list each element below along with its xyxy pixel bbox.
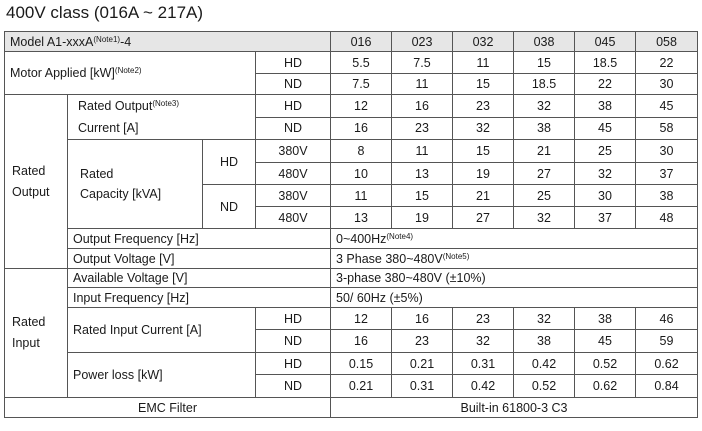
value-cell: 0.21: [392, 353, 453, 375]
value-cell: 13: [392, 163, 453, 185]
output-voltage-value: 3 Phase $380\sim 480V^{(Note5)}$: [331, 249, 698, 269]
value-cell: 10: [331, 163, 392, 185]
table-row: [5, 249, 698, 269]
mode-cell: HD: [256, 52, 331, 74]
value-cell: 15: [453, 140, 514, 163]
mode-cell: ND: [256, 117, 331, 140]
value-cell: 32: [453, 330, 514, 353]
value-cell: 16: [392, 308, 453, 330]
power-loss-label: Power loss [kW]: [68, 353, 256, 398]
model-023: 023: [392, 32, 453, 52]
rated-capacity-label: Rated Capacity [kVA]: [68, 140, 203, 229]
value-cell: 32: [514, 207, 575, 229]
value-cell: 30: [636, 140, 698, 163]
table-row: [5, 140, 698, 163]
rated-input-current-label: Rated Input Current [A]: [68, 308, 256, 353]
available-voltage-value: 3-phase 380~480V (±10%): [331, 269, 698, 288]
value-cell: 19: [392, 207, 453, 229]
motor-applied-label: Motor Applied [kW]$^{(Note2)}$: [5, 52, 256, 95]
table-row: [5, 398, 698, 418]
page-title: 400V class (016A ~ 217A): [6, 3, 204, 22]
value-cell: 48: [636, 207, 698, 229]
value-cell: 13: [331, 207, 392, 229]
value-cell: 37: [575, 207, 636, 229]
value-cell: 23: [392, 117, 453, 140]
table-row: [5, 308, 698, 330]
mode-cell: ND: [203, 185, 256, 229]
voltage-cell: 480V: [256, 163, 331, 185]
value-cell: 27: [453, 207, 514, 229]
value-cell: 30: [636, 74, 698, 95]
value-cell: 12: [331, 308, 392, 330]
value-cell: 21: [453, 185, 514, 207]
value-cell: 15: [514, 52, 575, 74]
value-cell: 0.84: [636, 375, 698, 398]
table-row: [5, 52, 698, 74]
output-frequency-label: Output Frequency [Hz]: [68, 229, 331, 249]
model-header: Model A1-xxxA$^{(Note1)}$-4: [5, 32, 331, 52]
value-cell: 19: [453, 163, 514, 185]
mode-cell: ND: [256, 330, 331, 353]
rated-output-group-label: Rated Output: [5, 95, 68, 269]
value-cell: 58: [636, 117, 698, 140]
model-016: 016: [331, 32, 392, 52]
value-cell: 23: [392, 330, 453, 353]
value-cell: 37: [636, 163, 698, 185]
value-cell: 7.5: [392, 52, 453, 74]
value-cell: 11: [331, 185, 392, 207]
input-frequency-label: Input Frequency [Hz]: [68, 288, 331, 308]
value-cell: 11: [392, 140, 453, 163]
value-cell: 0.21: [331, 375, 392, 398]
value-cell: 22: [636, 52, 698, 74]
output-voltage-label: Output Voltage [V]: [68, 249, 331, 269]
mode-cell: HD: [203, 140, 256, 185]
value-cell: 16: [392, 95, 453, 118]
emc-filter-value: Built-in 61800-3 C3: [331, 398, 698, 418]
mode-cell: HD: [256, 308, 331, 330]
available-voltage-label: Available Voltage [V]: [68, 269, 331, 288]
mode-cell: ND: [256, 375, 331, 398]
value-cell: 21: [514, 140, 575, 163]
value-cell: 45: [575, 330, 636, 353]
value-cell: 46: [636, 308, 698, 330]
value-cell: 0.42: [453, 375, 514, 398]
input-frequency-value: 50/ 60Hz (±5%): [331, 288, 698, 308]
model-045: 045: [575, 32, 636, 52]
value-cell: 32: [453, 117, 514, 140]
value-cell: 38: [575, 308, 636, 330]
mode-cell: HD: [256, 95, 331, 118]
value-cell: 38: [575, 95, 636, 118]
model-032: 032: [453, 32, 514, 52]
mode-cell: HD: [256, 353, 331, 375]
value-cell: 0.62: [636, 353, 698, 375]
value-cell: 25: [575, 140, 636, 163]
value-cell: 0.15: [331, 353, 392, 375]
value-cell: 8: [331, 140, 392, 163]
output-frequency-value: $0\sim 400Hz^{(Note4)}$: [331, 229, 698, 249]
mode-cell: ND: [256, 74, 331, 95]
value-cell: 11: [453, 52, 514, 74]
value-cell: 23: [453, 308, 514, 330]
value-cell: 0.42: [514, 353, 575, 375]
value-cell: 32: [514, 95, 575, 118]
value-cell: 0.52: [514, 375, 575, 398]
value-cell: 0.31: [392, 375, 453, 398]
value-cell: 22: [575, 74, 636, 95]
table-row: [5, 288, 698, 308]
table-row: [5, 269, 698, 288]
value-cell: 30: [575, 185, 636, 207]
value-cell: 0.52: [575, 353, 636, 375]
value-cell: 27: [514, 163, 575, 185]
model-058: 058: [636, 32, 698, 52]
voltage-cell: 480V: [256, 207, 331, 229]
value-cell: 18.5: [575, 52, 636, 74]
value-cell: 12: [331, 95, 392, 118]
value-cell: 0.31: [453, 353, 514, 375]
value-cell: 7.5: [331, 74, 392, 95]
value-cell: 15: [453, 74, 514, 95]
table-row: [5, 353, 698, 375]
value-cell: 18.5: [514, 74, 575, 95]
spec-table: [4, 31, 698, 418]
value-cell: 0.62: [575, 375, 636, 398]
value-cell: 32: [575, 163, 636, 185]
value-cell: 23: [453, 95, 514, 118]
voltage-cell: 380V: [256, 185, 331, 207]
voltage-cell: 380V: [256, 140, 331, 163]
header-row: [5, 32, 698, 52]
value-cell: 38: [514, 330, 575, 353]
value-cell: 32: [514, 308, 575, 330]
value-cell: 11: [392, 74, 453, 95]
rated-input-group-label: Rated Input: [5, 269, 68, 398]
value-cell: 15: [392, 185, 453, 207]
model-038: 038: [514, 32, 575, 52]
value-cell: 38: [514, 117, 575, 140]
value-cell: 16: [331, 117, 392, 140]
value-cell: 59: [636, 330, 698, 353]
value-cell: 5.5: [331, 52, 392, 74]
value-cell: 16: [331, 330, 392, 353]
value-cell: 25: [514, 185, 575, 207]
value-cell: 45: [636, 95, 698, 118]
table-row: [5, 95, 698, 118]
rated-output-current-label: Rated Output$^{(Note3)}$ Current [A]: [68, 95, 256, 140]
value-cell: 45: [575, 117, 636, 140]
table-row: [5, 229, 698, 249]
emc-filter-label: EMC Filter: [5, 398, 331, 418]
value-cell: 38: [636, 185, 698, 207]
